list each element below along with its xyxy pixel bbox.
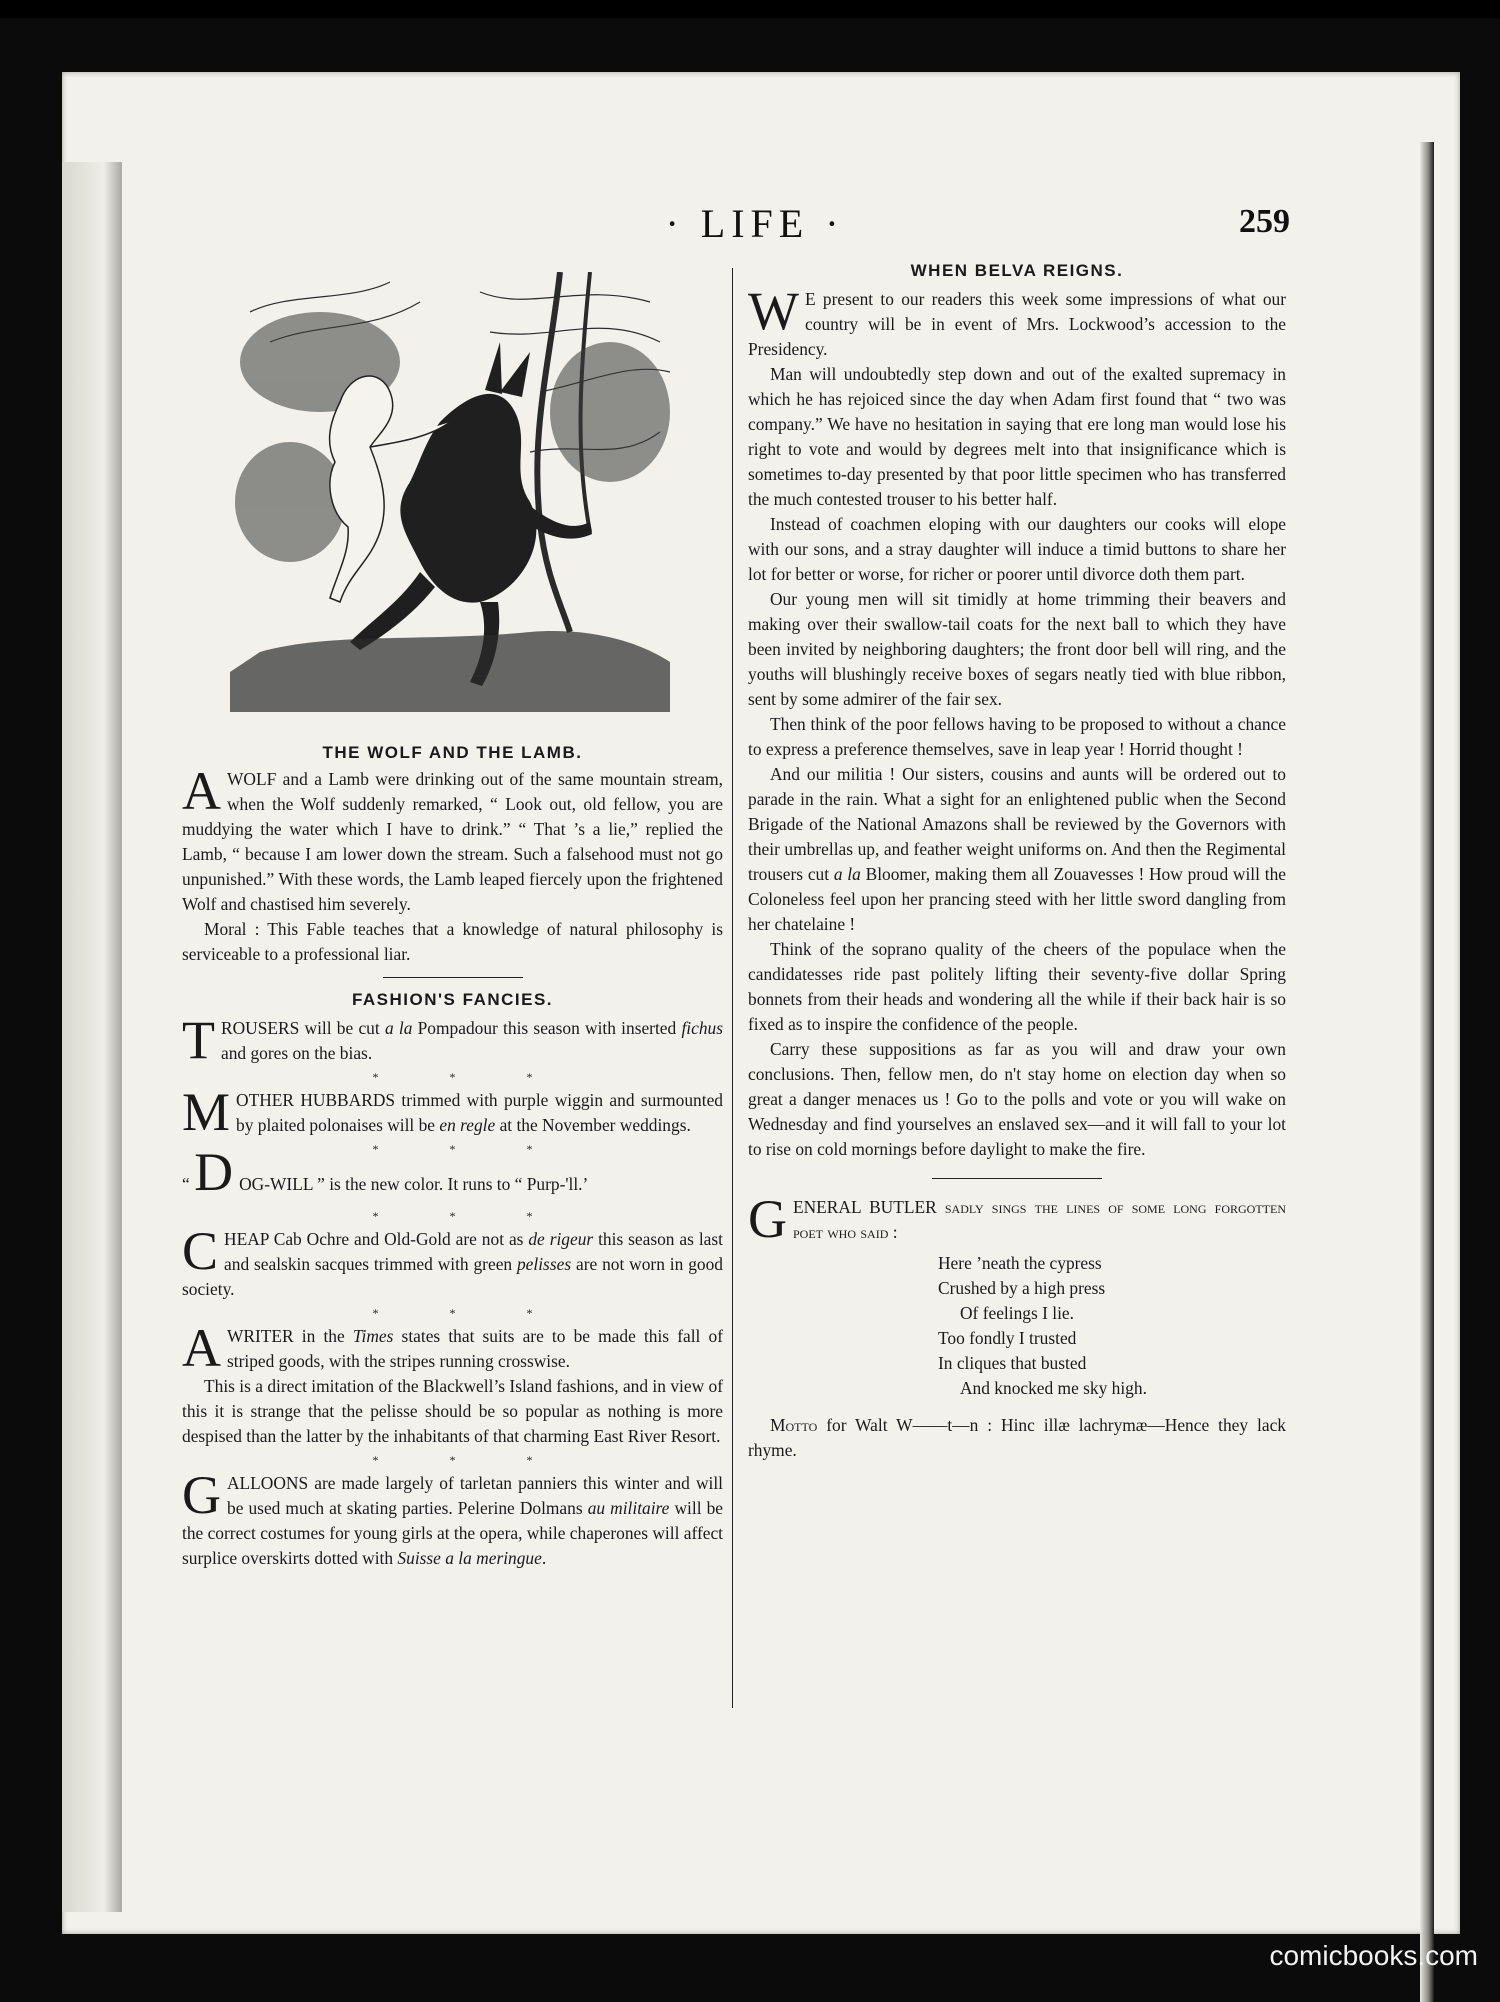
poem-line: In cliques that busted — [938, 1353, 1087, 1373]
butler-intro — [748, 1189, 1286, 1249]
butler-poem — [938, 1251, 1286, 1401]
asterism: * * * — [372, 1142, 567, 1156]
asterism: * * * — [372, 1453, 567, 1467]
asterism: * * * — [372, 1070, 567, 1084]
page-number: 259 — [1239, 203, 1290, 240]
fashion-item-hubbards — [182, 1082, 723, 1142]
text: E present to our readers this week some impressions of what our country will be in event of Mrs. Lockwood’s accession to the Presidency. — [748, 289, 1286, 359]
text: a la — [833, 864, 861, 884]
text: Times — [352, 1326, 394, 1346]
poem-line: Crushed by a high press — [938, 1278, 1106, 1298]
drop-cap: G — [748, 1189, 787, 1249]
belva-paragraph — [748, 762, 1286, 937]
drop-cap: C — [182, 1221, 219, 1281]
wolf-lamb-heading: THE WOLF AND THE LAMB. — [322, 743, 583, 762]
scan-top-edge — [0, 0, 1500, 18]
wolf-lamb-text: WOLF and a Lamb were drinking out of the same mountain stream, when the Wolf suddenly remarked, “ Look out, old fellow, you are muddying the water which I have to drink.” “ That ’s a lie,” replied the Lamb, “ because I am lower down the stream. Such a falsehood must not go unpunished.” With these words, the Lamb leaped fiercely upon the frightened Wolf and chastised him severely. — [182, 769, 723, 914]
belva-heading: WHEN BELVA REIGNS. — [910, 261, 1124, 280]
drop-cap: M — [182, 1082, 231, 1142]
fashion-item-trousers — [182, 1010, 724, 1070]
text: WRITER in the — [227, 1326, 353, 1346]
text: pelisses — [516, 1254, 572, 1274]
masthead-title: · LIFE · — [665, 201, 845, 246]
drop-cap: A — [182, 761, 221, 821]
text: ENERAL BUTLER sadly sings the lines of some long forgotten poet who said : — [793, 1197, 1286, 1242]
text: de rigeur — [528, 1229, 594, 1249]
poem-line: Here ’neath the cypress — [938, 1253, 1102, 1273]
section-rule — [383, 977, 523, 978]
text: ALLOONS are made largely of tarletan panniers this winter and will be used much at skating parties. Pelerine Dolmans — [227, 1473, 723, 1518]
text: Motto — [770, 1415, 818, 1435]
poem-line: Of feelings I lie. — [960, 1303, 1074, 1323]
text: are not worn in good society. — [182, 1254, 723, 1299]
fashion-item-blackwell: This is a direct imitation of the Blackwell’s Island fashions, and in view of this it is strange that the pelisse should be so popular as nothing is more despised than the latter by the inhabitants of that charming East River Resort. — [182, 1376, 723, 1446]
fashion-heading: FASHION'S FANCIES. — [351, 990, 554, 1009]
asterism: * * * — [372, 1209, 567, 1223]
text: this season as last and sealskin sacques trimmed with green — [224, 1229, 723, 1274]
belva-paragraph: Think of the soprano quality of the cheers of the populace when the candidatesses ride past politely lifting their seventy-five dollar Spring bonnets from their heads and wondering all the while if their back hair is so fixed as to inspire the confidence of the people. — [748, 939, 1286, 1034]
drop-cap: W — [748, 281, 799, 341]
text: OTHER HUBBARDS trimmed with purple wiggin and surmounted by plaited polonaises will be — [236, 1090, 723, 1135]
text: Bloomer, making them all Zouavesses ! How proud will the Coloneless feel upon her prancing steed with her little sword dangling from her chatelaine ! — [748, 864, 1286, 934]
text: ROUSERS will be cut — [221, 1018, 385, 1038]
text: au militaire — [587, 1498, 670, 1518]
text: HEAP Cab Ochre and Old-Gold are not as — [224, 1229, 529, 1249]
text: at the November weddings. — [495, 1115, 691, 1135]
text: Pompadour this season with inserted — [412, 1018, 682, 1038]
fashion-item-cheap — [182, 1221, 723, 1302]
fashion-item-dogwill — [182, 1142, 723, 1202]
belva-paragraph: Man will undoubtedly step down and out of the exalted supremacy in which he has rejoiced since the day when Adam first found that “ two was company.” We have no hesitation in saying that ere long man would lose his right to vote and would by degrees melt into that insignificance which is sometimes to-day presented by that poor little specimen who has transferred the much contested trouser to his better half. — [748, 364, 1286, 509]
poem-line: Too fondly I trusted — [938, 1328, 1077, 1348]
text: en regle — [439, 1115, 496, 1135]
text: a la — [384, 1018, 413, 1038]
text: Suisse a la meringue — [397, 1548, 542, 1568]
fashion-item-writer — [182, 1318, 723, 1378]
page-binding-shadow — [1420, 142, 1434, 2002]
motto — [748, 1413, 1286, 1463]
belva-paragraph: Our young men will sit timidly at home trimming their beavers and making over their swallow-tail coats for the next ball to which they have been invited by neighboring daughters; the front door bell will ring, and the youths will blushingly receive boxes of segars neatly tied with blue ribbon, sent by some admirer of the fair sex. — [748, 589, 1286, 709]
asterism: * * * — [372, 1306, 567, 1320]
text: OG-WILL ” is the new color. It runs to “ Purp-'ll.’ — [239, 1174, 589, 1194]
belva-intro — [748, 281, 1286, 362]
text: “ — [182, 1174, 195, 1194]
right-column — [748, 259, 1286, 1463]
wolf-lamb-moral: Moral : This Fable teaches that a knowledge of natural philosophy is serviceable to a professional liar. — [182, 919, 723, 964]
poem-line: And knocked me sky high. — [960, 1378, 1147, 1398]
left-column — [182, 741, 723, 1571]
column-divider — [732, 268, 733, 1708]
watermark: comicbooks.com — [1269, 1940, 1478, 1971]
fashion-item-galloons — [182, 1465, 724, 1571]
text: states that suits are to be made this fall of striped goods, with the stripes running crosswise. — [227, 1326, 723, 1371]
text: . — [541, 1548, 547, 1568]
belva-paragraph: Instead of coachmen eloping with our daughters our cooks will elope with our sons, and a stray daughter will induce a timid buttons to share her lot for better or worse, for richer or poorer until divorce doth them part. — [748, 514, 1286, 584]
section-rule — [932, 1178, 1102, 1179]
belva-paragraph: Carry these suppositions as far as you will and draw your own conclusions. Then, fellow men, do n't stay home on election day when so great a danger menaces us ! Go to the polls and vote or you will wake on Wednesday and find yourselves an enslaved sex—and it will fall to your lot to rise on cold mornings before daylight to make the fire. — [748, 1039, 1286, 1159]
drop-cap: T — [182, 1010, 215, 1070]
text: for Walt W——t—n : Hinc illæ lachrymæ—Hence they lack rhyme. — [748, 1415, 1286, 1460]
belva-paragraph: Then think of the poor fellows having to be proposed to without a chance to express a preference themselves, save in leap year ! Horrid thought ! — [748, 714, 1286, 759]
drop-cap: D — [194, 1142, 234, 1202]
wolf-lamb-paragraph — [182, 761, 723, 917]
facing-page-edge — [62, 162, 122, 1912]
wolf-and-lamb-illustration — [230, 272, 670, 712]
text: and gores on the bias. — [221, 1043, 373, 1063]
text: will be the correct costumes for young girls at the opera, while chaperones will affect surplice overskirts dotted with — [182, 1498, 724, 1568]
text: And our militia ! Our sisters, cousins and aunts will be ordered out to parade in the rain. What a sight for an enlightened public when the Second Brigade of the National Amazons shall be reviewed by the Governors with their umbrellas up, and feather weight uniforms on. And then the Regimental trousers cut — [748, 764, 1286, 884]
drop-cap: G — [182, 1465, 221, 1525]
drop-cap: A — [182, 1318, 221, 1378]
text: fichus — [681, 1018, 724, 1038]
